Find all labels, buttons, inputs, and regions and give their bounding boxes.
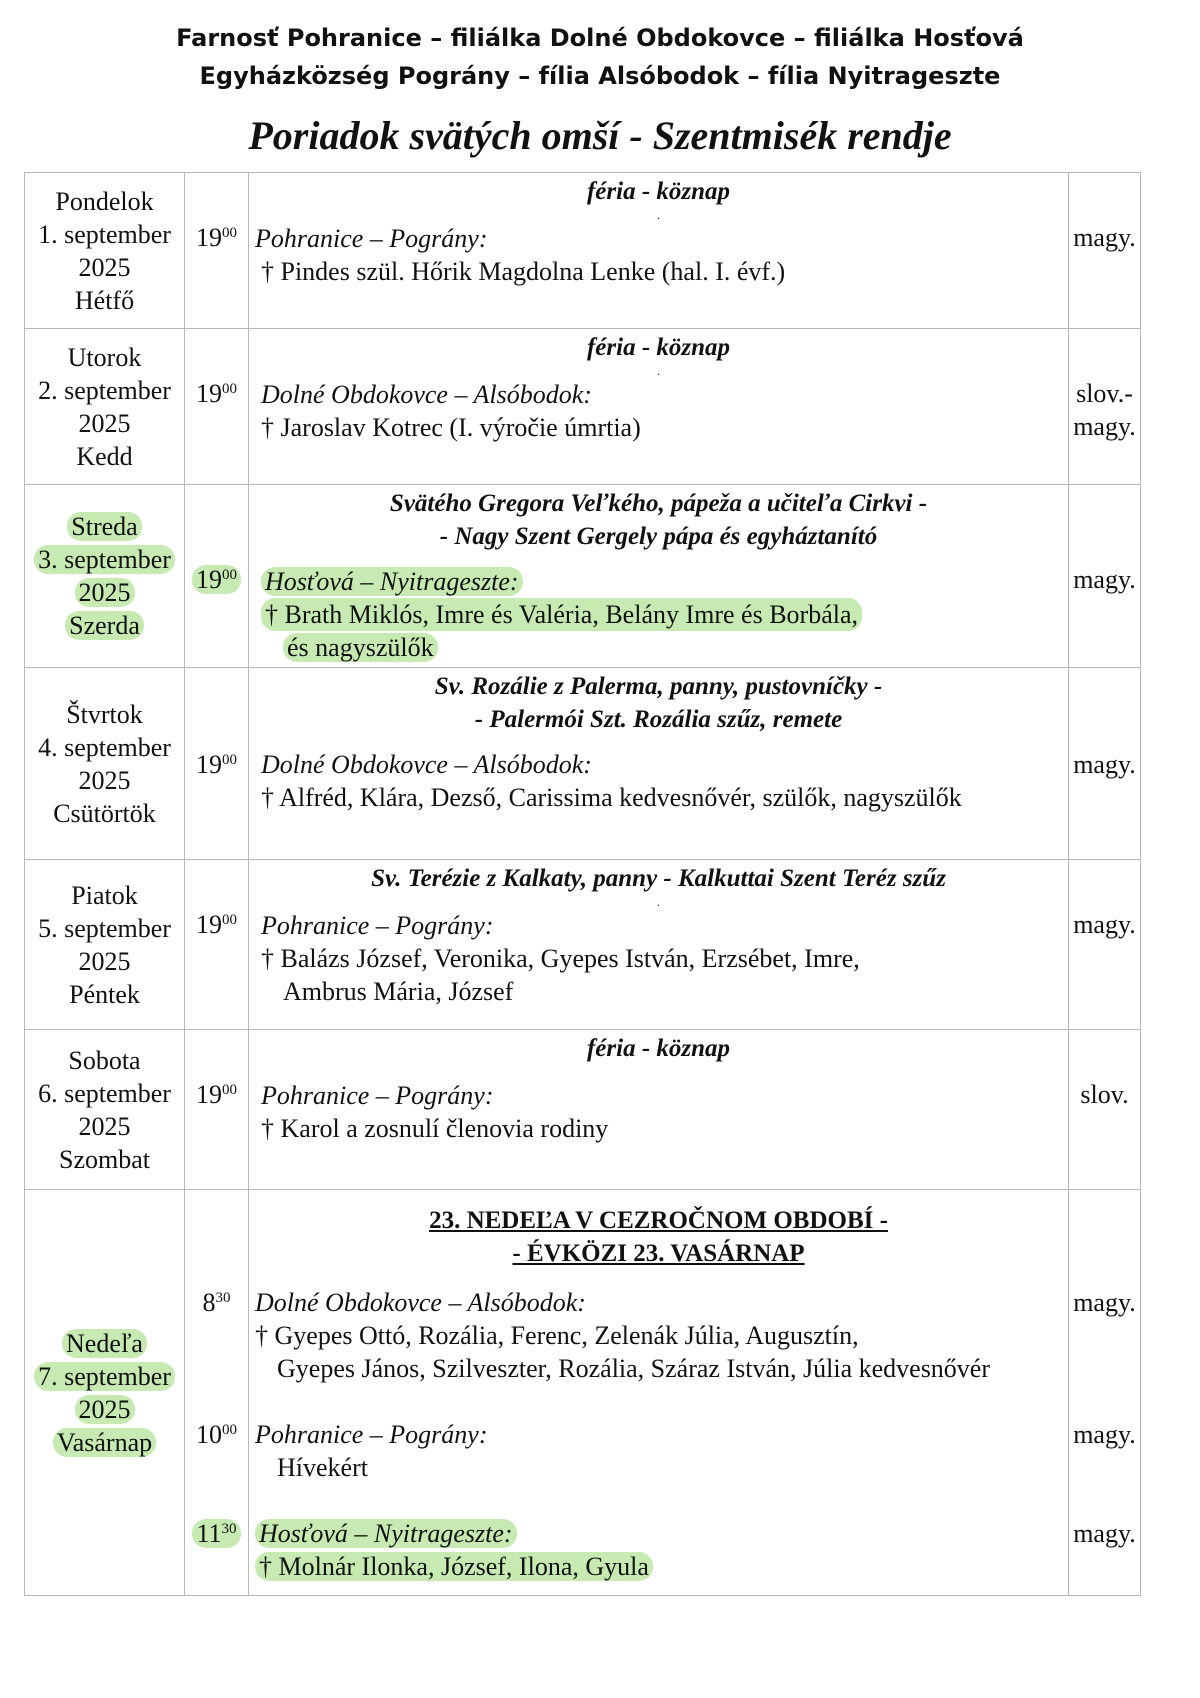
day-name-hu: Szerda bbox=[65, 611, 144, 640]
mass-time: $19^{00}$ bbox=[196, 379, 237, 408]
day-cell bbox=[25, 173, 185, 329]
mass-intention: Hívekért bbox=[277, 1453, 368, 1482]
mass-language: slov. bbox=[1080, 1080, 1129, 1109]
mass-intention: † Karol a zosnulí členovia rodiny bbox=[261, 1114, 609, 1143]
day-cell bbox=[25, 485, 185, 668]
feast-title: Sv. Rozálie z Palerma, panny, pustovníčky - bbox=[434, 673, 883, 700]
mass-time: $8^{30}$ bbox=[202, 1288, 231, 1317]
day-cell bbox=[25, 1190, 185, 1596]
language-cell bbox=[1069, 485, 1141, 668]
schedule-row-thursday bbox=[25, 668, 1141, 860]
day-cell bbox=[25, 329, 185, 485]
mass-language: magy. bbox=[1073, 1519, 1136, 1548]
feast-title: Sv. Terézie z Kalkaty, panny - Kalkuttai Szent Teréz szűz bbox=[371, 865, 946, 892]
time-cell bbox=[185, 860, 249, 1030]
mass-time: $19^{00}$ bbox=[185, 563, 248, 596]
mass-location: Dolné Obdokovce – Alsóbodok: bbox=[255, 1288, 586, 1317]
mass-language: magy. bbox=[1073, 750, 1136, 779]
mass-language: magy. bbox=[1073, 565, 1136, 594]
mass-language: slov.- bbox=[1076, 379, 1133, 408]
main-cell: féria - köznap . Dolné Obdokovce – Alsóbodok: † Jaroslav Kotrec (I. výročie úmrtia) bbox=[249, 329, 1069, 485]
day-name-sk: Utorok bbox=[67, 342, 142, 372]
main-cell bbox=[249, 668, 1069, 860]
feast-title: - Nagy Szent Gergely pápa és egyháztanító bbox=[439, 523, 878, 550]
mass-location: Dolné Obdokovce – Alsóbodok: bbox=[261, 380, 592, 409]
language-cell bbox=[1069, 329, 1141, 485]
mass-location: Pohranice – Pográny: bbox=[261, 911, 494, 940]
mass-time: $19^{00}$ bbox=[196, 910, 237, 939]
language-cell bbox=[1069, 1190, 1141, 1596]
day-name-hu: Vasárnap bbox=[53, 1428, 156, 1457]
main-cell: féria - köznap . Pohranice – Pográny: † Pindes szül. Hőrik Magdolna Lenke (hal. I. évf.) bbox=[249, 173, 1069, 329]
day-name-sk: Sobota bbox=[68, 1045, 141, 1075]
day-name-sk: Štvrtok bbox=[66, 699, 143, 729]
day-year: 2025 bbox=[75, 578, 135, 607]
day-year: 2025 bbox=[78, 408, 131, 438]
mass-location: Pohranice – Pográny: bbox=[261, 1081, 494, 1110]
parish-header-hu: Egyházközség Pográny – fília Alsóbodok – fília Nyitrageszte bbox=[199, 62, 1001, 90]
mass-language: magy. bbox=[1073, 223, 1136, 252]
time-cell bbox=[185, 329, 249, 485]
day-year: 2025 bbox=[78, 765, 131, 795]
day-date: 2. september bbox=[38, 375, 171, 405]
day-cell bbox=[25, 860, 185, 1030]
feast-title: féria - köznap bbox=[586, 1035, 731, 1062]
day-date: 1. september bbox=[38, 219, 171, 249]
page-title: Poriadok svätých omší - Szentmisék rendje bbox=[248, 113, 952, 158]
day-year: 2025 bbox=[78, 1111, 131, 1141]
mass-time: $19^{00}$ bbox=[196, 1080, 237, 1109]
day-name-hu: Szombat bbox=[59, 1144, 150, 1174]
schedule-row-tuesday bbox=[25, 329, 1141, 485]
mass-intention: és nagyszülők bbox=[283, 633, 438, 662]
feast-title: Svätého Gregora Veľkého, pápeža a učiteľa Cirkvi - bbox=[389, 490, 928, 517]
schedule-row-saturday bbox=[25, 1030, 1141, 1190]
day-name-sk: Pondelok bbox=[55, 186, 154, 216]
mass-schedule-table bbox=[24, 172, 1141, 1596]
time-cell bbox=[185, 173, 249, 329]
time-cell bbox=[185, 668, 249, 860]
mass-intention: † Molnár Ilonka, József, Ilona, Gyula bbox=[255, 1552, 653, 1581]
mass-intention: † Pindes szül. Hőrik Magdolna Lenke (hal. I. évf.) bbox=[261, 257, 786, 286]
schedule-row-friday bbox=[25, 860, 1141, 1030]
feast-title: - Palermói Szt. Rozália szűz, remete bbox=[474, 706, 843, 733]
time-cell bbox=[185, 1030, 249, 1190]
main-cell bbox=[249, 1030, 1069, 1190]
feast-title: féria - köznap bbox=[586, 334, 731, 361]
schedule-row-sunday bbox=[25, 1190, 1141, 1596]
language-cell bbox=[1069, 860, 1141, 1030]
parish-header-sk: Farnosť Pohranice – filiálka Dolné Obdokovce – filiálka Hosťová bbox=[176, 24, 1024, 52]
schedule-row-monday bbox=[25, 173, 1141, 329]
day-date: 5. september bbox=[38, 913, 171, 943]
feast-title: - ÉVKÖZI 23. VASÁRNAP bbox=[512, 1240, 805, 1267]
time-cell bbox=[185, 485, 249, 668]
day-cell bbox=[25, 668, 185, 860]
day-date: 4. september bbox=[38, 732, 171, 762]
schedule-row-wednesday bbox=[25, 485, 1141, 668]
mass-intention: † Balázs József, Veronika, Gyepes István, Erzsébet, Imre, bbox=[261, 944, 860, 973]
language-cell bbox=[1069, 1030, 1141, 1190]
mass-language: magy. bbox=[1073, 1420, 1136, 1449]
language-cell bbox=[1069, 668, 1141, 860]
mass-time: $11^{30}$ bbox=[185, 1517, 248, 1550]
main-cell bbox=[249, 1190, 1069, 1596]
day-year: 2025 bbox=[78, 946, 131, 976]
mass-intention: Ambrus Mária, József bbox=[283, 977, 514, 1006]
day-date: 3. september bbox=[34, 545, 175, 574]
mass-intention: † Gyepes Ottó, Rozália, Ferenc, Zelenák Júlia, Augusztín, bbox=[255, 1321, 859, 1350]
mass-time: $19^{00}$ bbox=[196, 750, 237, 779]
time-cell bbox=[185, 1190, 249, 1596]
mass-location: Pohranice – Pográny: bbox=[255, 224, 488, 253]
day-date: 7. september bbox=[34, 1362, 175, 1391]
day-name-sk: Piatok bbox=[71, 880, 138, 910]
day-name-hu: Péntek bbox=[69, 979, 140, 1009]
feast-title: féria - köznap bbox=[586, 178, 731, 205]
language-cell bbox=[1069, 173, 1141, 329]
mass-language: magy. bbox=[1073, 1288, 1136, 1317]
mass-location: Dolné Obdokovce – Alsóbodok: bbox=[261, 750, 592, 779]
mass-language: magy. bbox=[1073, 412, 1136, 441]
day-cell bbox=[25, 1030, 185, 1190]
mass-location: Pohranice – Pográny: bbox=[255, 1420, 488, 1449]
mass-location: Hosťová – Nyitrageszte: bbox=[261, 567, 523, 596]
day-name-hu: Csütörtök bbox=[53, 798, 156, 828]
mass-intention: Gyepes János, Szilveszter, Rozália, Száraz István, Júlia kedvesnővér bbox=[277, 1354, 991, 1383]
day-year: 2025 bbox=[75, 1395, 135, 1424]
day-date: 6. september bbox=[38, 1078, 171, 1108]
day-year: 2025 bbox=[78, 252, 131, 282]
main-cell: Sv. Terézie z Kalkaty, panny - Kalkuttai Szent Teréz szűz . Pohranice – Pográny: † Balázs József, Veronika, Gyepes István, Erzsébet, Imre, Ambrus Mária, József bbox=[249, 860, 1069, 1030]
mass-intention: † Jaroslav Kotrec (I. výročie úmrtia) bbox=[261, 413, 641, 442]
feast-title: 23. NEDEĽA V CEZROČNOM OBDOBÍ - bbox=[429, 1207, 888, 1234]
main-cell bbox=[249, 485, 1069, 668]
day-name-sk: Nedeľa bbox=[62, 1329, 147, 1358]
day-name-sk: Streda bbox=[67, 512, 141, 541]
mass-location: Hosťová – Nyitrageszte: bbox=[255, 1519, 517, 1548]
mass-time: $19^{00}$ bbox=[196, 223, 237, 252]
mass-intention: † Brath Miklós, Imre és Valéria, Belány Imre és Borbála, bbox=[265, 600, 859, 629]
mass-time: $10^{00}$ bbox=[196, 1420, 237, 1449]
day-name-hu: Kedd bbox=[76, 441, 133, 471]
day-name-hu: Hétfő bbox=[74, 285, 135, 315]
mass-language: magy. bbox=[1073, 910, 1136, 939]
mass-intention: † Alfréd, Klára, Dezső, Carissima kedvesnővér, szülők, nagyszülők bbox=[261, 783, 962, 812]
